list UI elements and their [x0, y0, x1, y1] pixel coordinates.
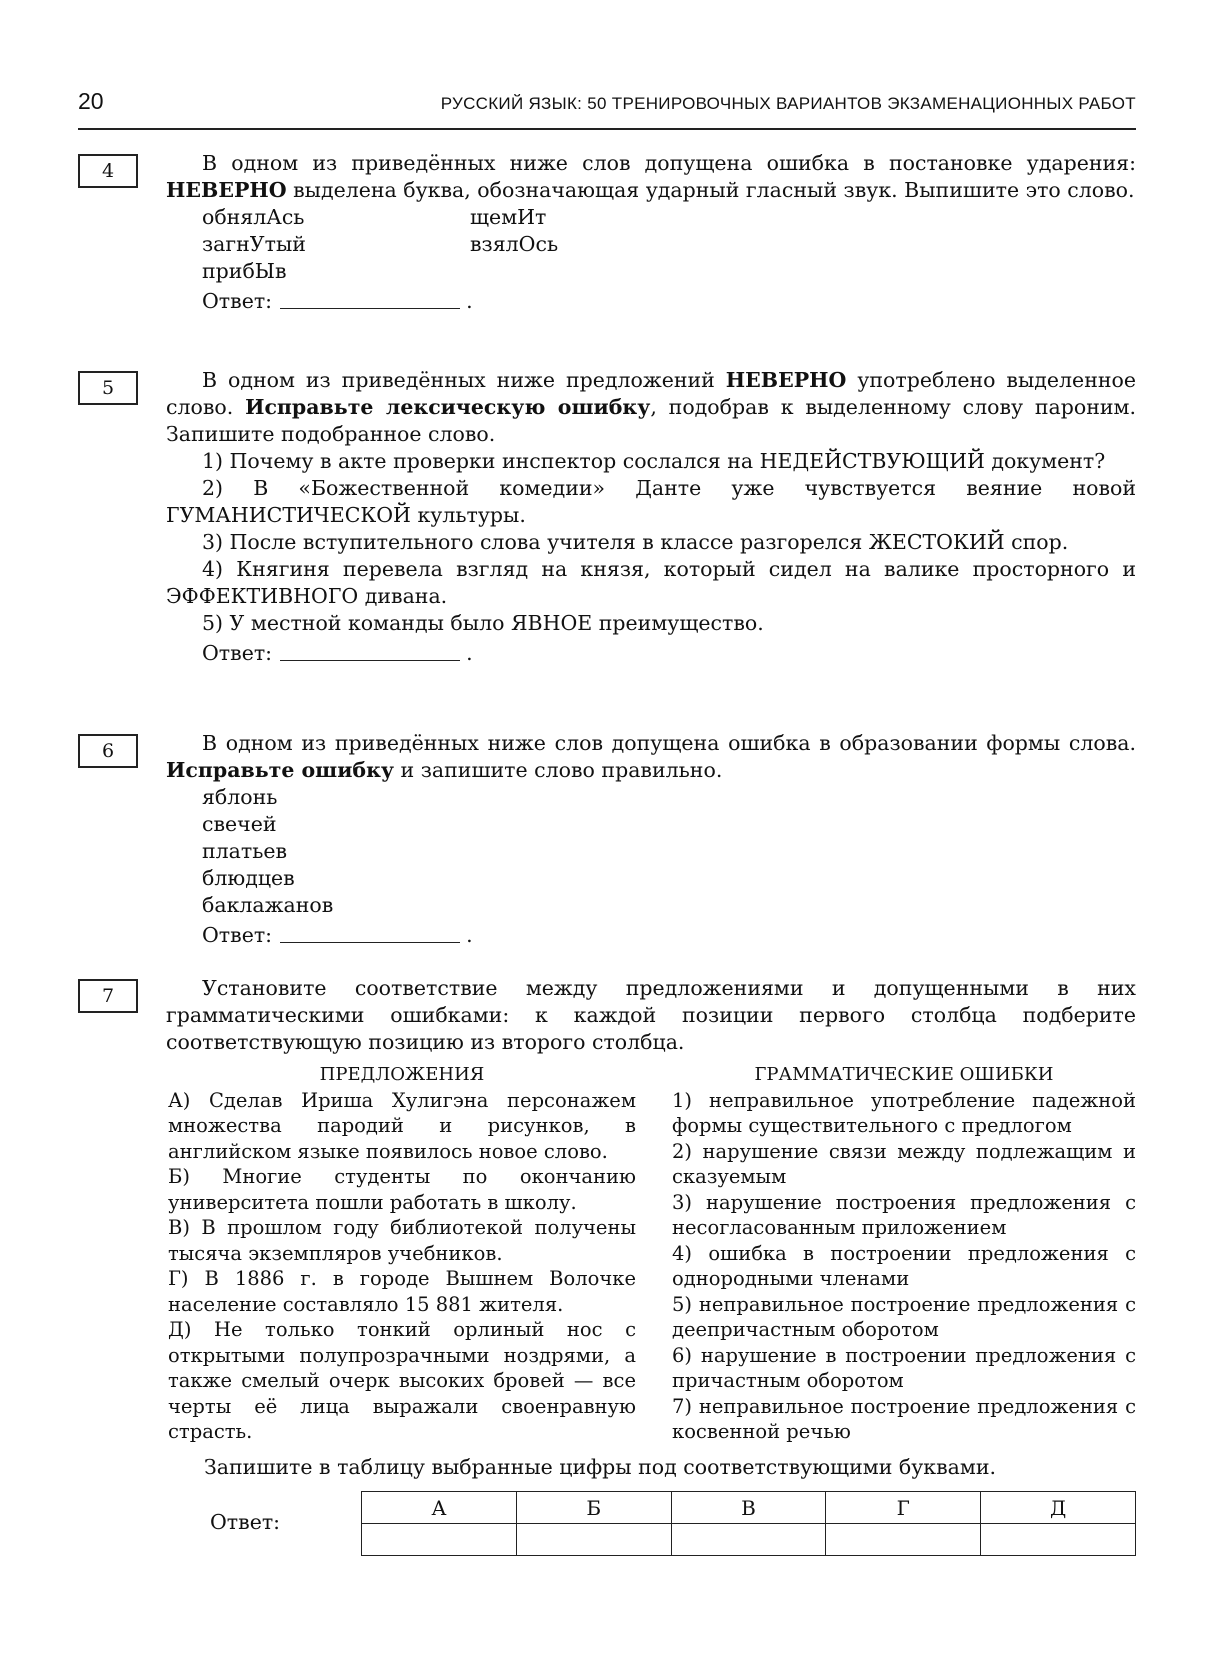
- word-list: [166, 204, 1136, 285]
- answer-blank[interactable]: [280, 308, 460, 309]
- word-option: баклажанов: [202, 893, 334, 917]
- sentences-column: [168, 1062, 636, 1445]
- word-option: прибЫв: [202, 259, 287, 283]
- answer-label: Ответ:: [202, 641, 273, 665]
- task-number-box: 6: [78, 734, 138, 768]
- error-item: 7) неправильное построение предложения с косвенной речью: [672, 1394, 1136, 1443]
- task-number-box: 5: [78, 371, 138, 405]
- task-instruction: Установите соответствие между предложениями и допущенными в них грамматическими ошибками: к каждой позиции первого столбца подберите соответствующую позицию из второго столбца.: [166, 976, 1136, 1054]
- word-option: загнУтый: [202, 232, 306, 256]
- error-item: 1) неправильное употребление падежной формы существительного с предлогом: [672, 1088, 1136, 1137]
- task-body: [166, 730, 1136, 949]
- answer-label: Ответ:: [210, 1510, 281, 1534]
- table-header-cell: А: [362, 1492, 517, 1524]
- task-instruction: В одном из приведённых ниже слов допущена ошибка в образовании формы слова. Исправьте ошибку и запишите слово правильно.: [166, 731, 1136, 782]
- page-number: 20: [78, 88, 104, 114]
- answer-label: Ответ:: [202, 923, 273, 947]
- word-option: блюдцев: [202, 866, 295, 890]
- sentence-item: А) Сделав Ириша Хулигэна персонажем множества пародий и рисунков, в английском языке появилось новое слово.: [168, 1088, 636, 1163]
- errors-column: [672, 1062, 1136, 1445]
- answer-cell[interactable]: [362, 1524, 517, 1556]
- answer-table: [361, 1491, 1136, 1556]
- answer-field[interactable]: Ответ: .: [202, 923, 473, 947]
- task-instruction: В одном из приведённых ниже слов допущена ошибка в постановке ударения: НЕВЕРНО выделена буква, обозначающая ударный гласный звук. Выпишите это слово.: [166, 151, 1136, 202]
- page-header: [78, 88, 1136, 130]
- answer-blank[interactable]: [280, 942, 460, 943]
- task-number-box: 7: [78, 979, 138, 1013]
- answer-cell[interactable]: [826, 1524, 981, 1556]
- word-option: свечей: [202, 812, 277, 836]
- sentence-item: Д) Не только тонкий орлиный нос с открытыми полупрозрачными ноздрями, а также смелый очерк высоких бровей — все черты её лица выражали своенравную страсть.: [168, 1318, 636, 1443]
- answer-cell[interactable]: [671, 1524, 826, 1556]
- table-header-cell: Г: [826, 1492, 981, 1524]
- table-header-cell: Б: [516, 1492, 671, 1524]
- task-number-box: 4: [78, 154, 138, 188]
- word-option: обнялАсь: [202, 205, 305, 229]
- task-instruction: В одном из приведённых ниже предложений НЕВЕРНО употреблено выделенное слово. Исправьте лексическую ошибку, подобрав к выделенному слову пароним. Запишите подобранное слово.: [166, 368, 1137, 446]
- table-answer-row: [362, 1524, 1136, 1556]
- table-header-cell: Д: [981, 1492, 1136, 1524]
- list-item: 3) После вступительного слова учителя в классе разгорелся ЖЕСТОКИЙ спор.: [202, 530, 1069, 554]
- sentence-item: Г) В 1886 г. в городе Вышнем Волочке население составляло 15 881 жителя.: [168, 1267, 636, 1316]
- table-instruction: Запишите в таблицу выбранные цифры под соответствующими буквами.: [204, 1455, 997, 1479]
- answer-cell[interactable]: [516, 1524, 671, 1556]
- word-option: платьев: [202, 839, 288, 863]
- error-item: 3) нарушение построения предложения с несогласованным приложением: [672, 1190, 1136, 1239]
- list-item: 4) Княгиня перевела взгляд на князя, который сидел на валике просторного и ЭФФЕКТИВНОГО дивана.: [166, 557, 1136, 608]
- error-item: 4) ошибка в построении предложения с однородными членами: [672, 1241, 1136, 1290]
- list-item: 1) Почему в акте проверки инспектор сослался на НЕДЕЙСТВУЮЩИЙ документ?: [202, 449, 1106, 473]
- answer-cell[interactable]: [981, 1524, 1136, 1556]
- answer-field[interactable]: Ответ: .: [202, 641, 473, 665]
- error-item: 5) неправильное построение предложения с деепричастным оборотом: [672, 1292, 1136, 1341]
- table-header-cell: В: [671, 1492, 826, 1524]
- column-header: ГРАММАТИЧЕСКИЕ ОШИБКИ: [754, 1064, 1054, 1085]
- answer-blank[interactable]: [280, 660, 460, 661]
- sentence-item: В) В прошлом году библиотекой получены тысяча экземпляров учебников.: [168, 1216, 636, 1265]
- answer-field[interactable]: Ответ: .: [202, 289, 473, 313]
- task-body: [166, 367, 1136, 667]
- word-option: щемИт: [470, 205, 547, 229]
- running-title: РУССКИЙ ЯЗЫК: 50 ТРЕНИРОВОЧНЫХ ВАРИАНТОВ ЭКЗАМЕНАЦИОННЫХ РАБОТ: [440, 94, 1136, 113]
- answer-label: Ответ:: [202, 289, 273, 313]
- sentence-item: Б) Многие студенты по окончанию университета пошли работать в школу.: [168, 1165, 636, 1214]
- word-option: взялОсь: [470, 232, 559, 256]
- table-header-row: [362, 1492, 1136, 1524]
- column-header: ПРЕДЛОЖЕНИЯ: [319, 1064, 485, 1085]
- task-body: [166, 975, 1136, 1056]
- error-item: 6) нарушение в построении предложения с причастным оборотом: [672, 1343, 1136, 1392]
- task-body: [166, 150, 1136, 315]
- error-item: 2) нарушение связи между подлежащим и сказуемым: [672, 1139, 1136, 1188]
- word-option: яблонь: [202, 785, 278, 809]
- list-item: 2) В «Божественной комедии» Данте уже чувствуется веяние новой ГУМАНИСТИЧЕСКОЙ культуры.: [166, 476, 1136, 527]
- list-item: 5) У местной команды было ЯВНОЕ преимущество.: [202, 611, 764, 635]
